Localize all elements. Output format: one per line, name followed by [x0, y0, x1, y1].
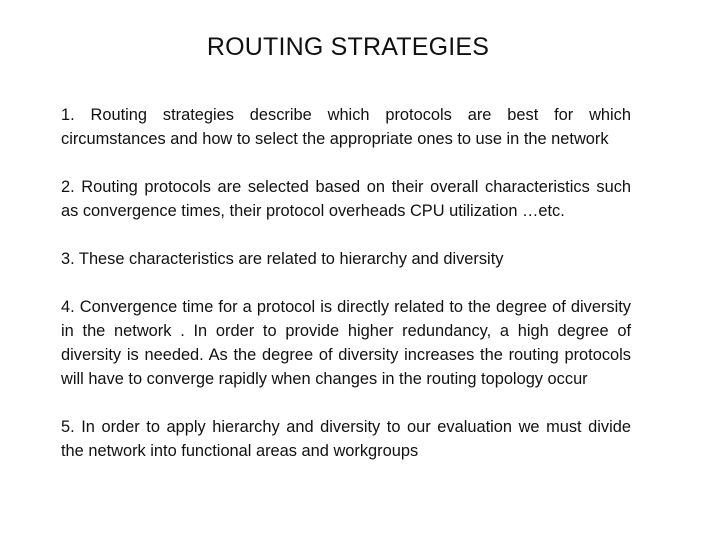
paragraph-1: 1. Routing strategies describe which protocols are best for which circumstances and how to select the appropriate ones to use in the network — [61, 106, 631, 148]
slide-body — [61, 103, 631, 463]
paragraph-3: 3. These characteristics are related to hierarchy and diversity — [61, 250, 504, 268]
paragraph-2: 2. Routing protocols are selected based on their overall characteristics such as convergence times, their protocol overheads CPU utilization …etc. — [61, 178, 631, 220]
slide-title: ROUTING STRATEGIES — [206, 33, 490, 61]
paragraph-5: 5. In order to apply hierarchy and diversity to our evaluation we must divide the network into functional areas and workgroups — [61, 418, 631, 460]
paragraph-4: 4. Convergence time for a protocol is directly related to the degree of diversity in the network . In order to provide higher redundancy, a high degree of diversity is needed. As the degree of diversity increases the routing protocols will have to converge rapidly when changes in the routing topology occur — [61, 298, 631, 388]
